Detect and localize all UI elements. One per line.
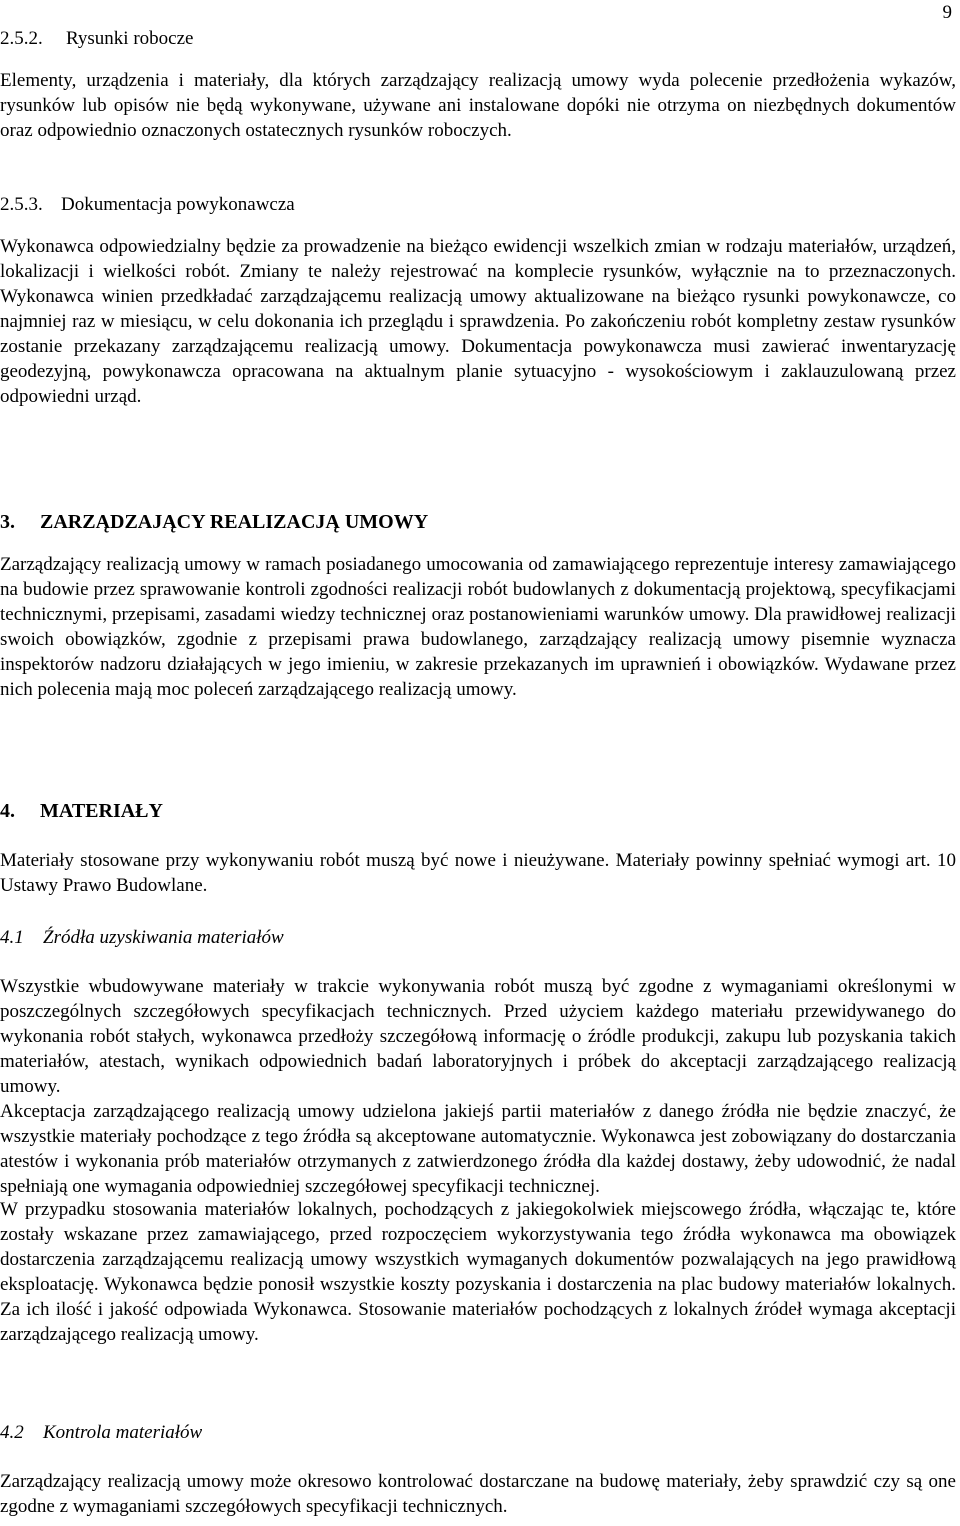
heading-title: Dokumentacja powykonawcza <box>61 194 295 215</box>
heading-number: 4. <box>0 800 15 822</box>
heading-3 <box>0 510 956 535</box>
heading-4-1 <box>0 925 956 950</box>
paragraph-4: Materiały stosowane przy wykonywaniu robót muszą być nowe i nieużywane. Materiały powinny spełniać wymogi art. 10 Ustawy Prawo Budowlane. <box>0 850 956 896</box>
paragraph-4-1-b: Akceptacja zarządzającego realizacją umowy udzielona jakiejś partii materiałów z danego źródła nie będzie znaczyć, że wszystkie materiały pochodzące z tego źródła są akceptowane automatycznie. Wykonawca jest zobowiązany do dostarczania atestów i wykonania prób materiałów otrzymanych z zatwierdzonego źródła dla każdej dostawy, żeby udowodnić, że nadal spełniają one wymagania odpowiedniej szczegółowej specyfikacji technicznej. <box>0 1101 956 1197</box>
paragraph-3: Zarządzający realizacją umowy w ramach posiadanego umocowania od zamawiającego reprezentuje interesy zamawiającego na budowie przez sprawowanie kontroli zgodności realizacji robót budowlanych z dokumentacją projektową, specyfikacjami technicznymi, przepisami, zasadami wiedzy technicznej oraz postanowieniami warunków umowy. Dla prawidłowej realizacji swoich obowiązków, zgodnie z przepisami prawa budowlanego, zarządzający realizacją umowy pisemnie wyznacza inspektorów nadzoru działających w jego imieniu, w zakresie przekazanych im uprawnień i obowiązków. Wydawane przez nich polecenia mają moc poleceń zarządzającego realizacją umowy. <box>0 554 956 700</box>
heading-title: MATERIAŁY <box>40 800 163 822</box>
heading-title: ZARZĄDZAJĄCY REALIZACJĄ UMOWY <box>40 511 429 533</box>
heading-title: Źródła uzyskiwania materiałów <box>43 927 284 948</box>
heading-number: 3. <box>0 511 15 533</box>
heading-number: 4.1 <box>0 927 24 948</box>
paragraph-4-1-a: Wszystkie wbudowywane materiały w trakcie wykonywania robót muszą być zgodne z wymaganiami określonymi w poszczególnych szczegółowych specyfikacjach technicznych. Przed użyciem każdego materiału przewidywanego do wykonania robót stałych, wykonawca przedłoży szczegółową informację o źródle produkcji, zakupu lub pozyskania takich materiałów, atestach, wynikach odpowiednich badań laboratoryjnych i próbek do akceptacji zarządzającego realizacją umowy. <box>0 976 956 1097</box>
heading-number: 2.5.3. <box>0 194 43 215</box>
heading-title: Rysunki robocze <box>66 28 194 49</box>
paragraph-4-2: Zarządzający realizacją umowy może okresowo kontrolować dostarczane na budowę materiały, żeby sprawdzić czy są one zgodne z wymaganiami szczegółowych specyfikacji technicznych. <box>0 1471 956 1517</box>
paragraph-2-5-2: Elementy, urządzenia i materiały, dla których zarządzający realizacją umowy wyda polecenie przedłożenia wykazów, rysunków lub opisów nie będą wykonywane, używane ani instalowane dopóki nie otrzyma on niezbędnych dokumentów oraz odpowiednio oznaczonych ostatecznych rysunków roboczych. <box>0 70 956 141</box>
heading-title: Kontrola materiałów <box>43 1422 203 1443</box>
heading-4 <box>0 799 956 824</box>
heading-number: 2.5.2. <box>0 28 43 49</box>
paragraph-4-1-c: W przypadku stosowania materiałów lokalnych, pochodzących z jakiegokolwiek miejscowego źródła, włączając te, które zostały wskazane przez zamawiającego, przed rozpoczęciem wykorzystywania tego źródła wykonawca ma obowiązek dostarczenia zarządzającemu realizacją umowy wszystkich wymaganych dokumentów pozwalających na jego prawidłową eksploatację. Wykonawca będzie ponosił wszystkie koszty pozyskania i dostarczenia na plac budowy materiałów lokalnych. Za ich ilość i jakość odpowiada Wykonawca. Stosowanie materiałów pochodzących z lokalnych źródeł wymaga akceptacji zarządzającego realizacją umowy. <box>0 1199 956 1345</box>
page-number: 9 <box>942 2 952 23</box>
paragraph-2-5-3: Wykonawca odpowiedzialny będzie za prowadzenie na bieżąco ewidencji wszelkich zmian w rodzaju materiałów, urządzeń, lokalizacji i wielkości robót. Zmiany te należy rejestrować na komplecie rysunków, wyłącznie na to przeznaczonych. Wykonawca winien przedkładać zarządzającemu realizacją umowy aktualizowane na bieżąco rysunki powykonawcze, co najmniej raz w miesiącu, w celu dokonania ich przeglądu i sprawdzenia. Po zakończeniu robót kompletny zestaw rysunków zostanie przekazany zarządzającemu realizacją umowy. Dokumentacja powykonawcza musi zawierać inwentaryzację geodezyjną, powykonawcza opracowana na aktualnym planie sytuacyjno - wysokościowym i zaklauzulowaną przez odpowiedni urząd. <box>0 236 956 407</box>
heading-4-2 <box>0 1420 956 1445</box>
heading-2-5-3 <box>0 192 956 217</box>
heading-number: 4.2 <box>0 1422 24 1443</box>
heading-2-5-2 <box>0 26 956 51</box>
